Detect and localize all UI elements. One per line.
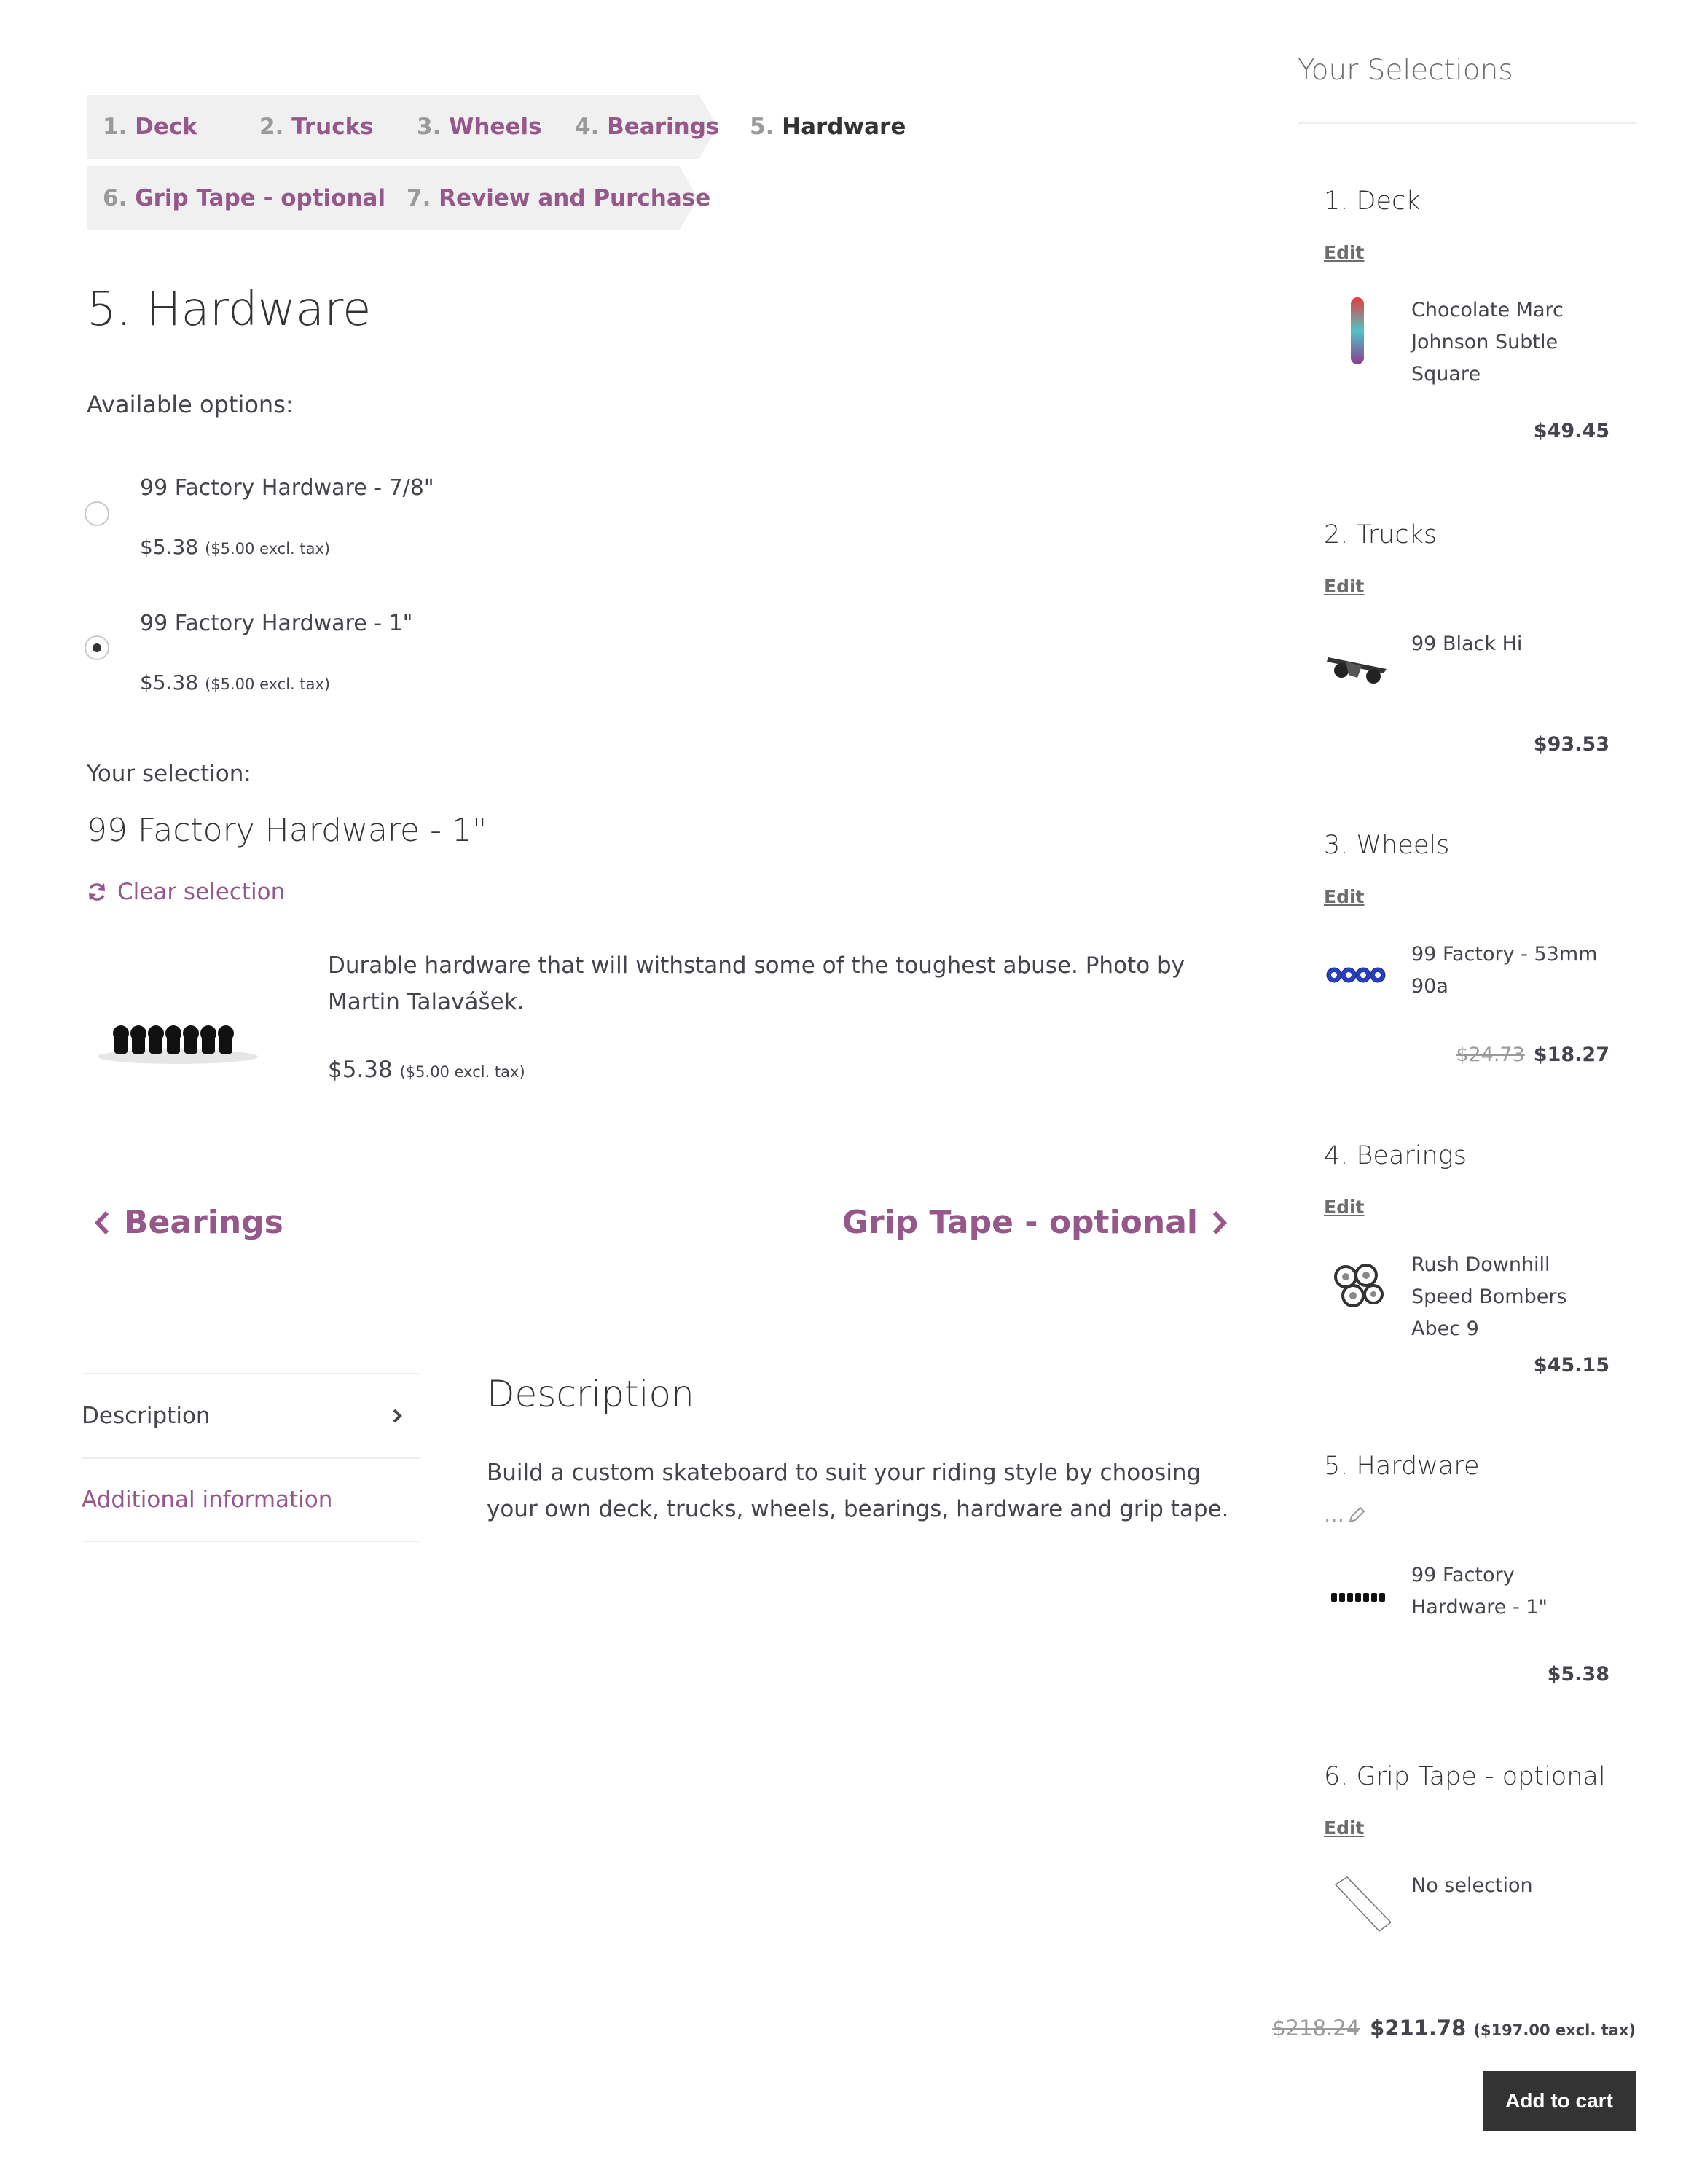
price-value: $5.38: [140, 670, 199, 694]
step-label: Trucks: [291, 114, 374, 140]
step-trucks[interactable]: [208, 95, 385, 159]
deck-thumbnail: [1324, 294, 1391, 367]
edit-link[interactable]: Edit: [1324, 886, 1365, 907]
step-number: 3.: [417, 114, 442, 140]
price-value: $93.53: [1533, 733, 1609, 756]
step-number: 6.: [103, 185, 128, 211]
loading-ellipsis: [1324, 1503, 1366, 1527]
hardware-thumbnail: [1324, 1559, 1391, 1632]
prev-step-link[interactable]: [93, 1204, 283, 1241]
selection-heading: 4. Bearings: [1324, 1141, 1467, 1170]
step-navigation: [87, 95, 1223, 238]
step-row-1: [87, 95, 1223, 159]
price-value: $5.38: [140, 535, 199, 559]
selection-heading: 5. Hardware: [1324, 1452, 1480, 1481]
step-number: 1.: [103, 114, 128, 140]
bearings-thumbnail: [1324, 1249, 1391, 1322]
old-price: $24.73: [1456, 1044, 1525, 1066]
selection-name: 99 Black Hi: [1411, 633, 1523, 655]
tab-label: Description: [82, 1403, 211, 1429]
total-old-price: $218.24: [1272, 2016, 1360, 2040]
step-deck[interactable]: [87, 95, 227, 159]
hardware-product-image: [87, 947, 269, 1130]
selection-name: Rush Downhill Speed Bombers Abec 9: [1411, 1253, 1567, 1340]
radio-button[interactable]: [85, 635, 109, 660]
edit-link[interactable]: Edit: [1324, 1197, 1365, 1218]
grip-tape-placeholder-icon: [1324, 1870, 1391, 1943]
step-number: 4.: [575, 114, 600, 140]
description-title: Description: [487, 1373, 694, 1415]
prev-step-label: Bearings: [124, 1204, 283, 1241]
chevron-left-icon: [93, 1210, 111, 1236]
price-value: $45.15: [1533, 1354, 1609, 1377]
step-label: Review and Purchase: [439, 185, 711, 211]
price-value: $18.27: [1533, 1044, 1609, 1066]
selection-price: [1534, 420, 1609, 442]
your-selection-value: 99 Factory Hardware - 1": [87, 812, 487, 849]
option-title: 99 Factory Hardware - 7/8": [140, 475, 434, 501]
product-price: [328, 1057, 525, 1083]
clear-selection-link[interactable]: [87, 879, 285, 905]
step-bearings[interactable]: [524, 95, 718, 159]
product-description: Durable hardware that will withstand some of the toughest abuse. Photo by Martin Talavášek.: [328, 952, 1185, 1015]
step-hardware[interactable]: [699, 95, 906, 159]
step-review[interactable]: [356, 166, 711, 230]
clear-selection-label: Clear selection: [117, 879, 286, 905]
edit-link[interactable]: Edit: [1324, 576, 1365, 597]
step-label: Bearings: [607, 114, 720, 140]
refresh-icon: [87, 882, 107, 902]
step-number: 7.: [407, 185, 431, 211]
next-step-label: Grip Tape - optional: [842, 1204, 1198, 1241]
selection-price: [1456, 1044, 1609, 1066]
page-title: 5. Hardware: [87, 283, 372, 337]
price-value: $5.38: [1547, 1663, 1609, 1686]
step-number: 5.: [750, 114, 774, 140]
selection-name: 99 Factory - 53mm 90a: [1411, 943, 1598, 998]
price-tax: ($5.00 excl. tax): [205, 676, 331, 693]
edit-link[interactable]: Edit: [1324, 1817, 1365, 1839]
total-price: [1272, 2016, 1636, 2040]
step-label: Wheels: [449, 114, 542, 140]
description-text: Build a custom skateboard to suit your riding style by choosing your own deck, trucks, wheels, bearings, hardware and grip tape.: [487, 1460, 1229, 1522]
selection-heading: 3. Wheels: [1324, 831, 1450, 860]
step-row-2: [87, 166, 1223, 230]
price-tax: ($5.00 excl. tax): [399, 1063, 525, 1081]
selection-price: [1534, 733, 1609, 756]
chevron-right-icon: [392, 1408, 402, 1424]
trucks-thumbnail: [1324, 628, 1391, 701]
radio-button[interactable]: [85, 501, 109, 526]
step-number: 2.: [259, 114, 284, 140]
total-value: $211.78: [1370, 2016, 1467, 2040]
tab-description[interactable]: [82, 1373, 420, 1457]
your-selection-label: Your selection:: [87, 761, 251, 787]
next-step-link[interactable]: [842, 1204, 1228, 1241]
sidebar-divider: [1298, 122, 1636, 124]
total-tax: ($197.00 excl. tax): [1473, 2021, 1636, 2039]
step-label: Deck: [135, 114, 197, 140]
step-label: Hardware: [782, 114, 906, 140]
edit-link[interactable]: Edit: [1324, 242, 1365, 263]
selection-price: [1548, 1663, 1609, 1686]
ellipsis-text: …: [1324, 1503, 1344, 1527]
wheels-thumbnail: [1324, 939, 1391, 1011]
option-price: [140, 535, 330, 559]
selection-heading: 2. Trucks: [1324, 520, 1438, 549]
option-title: 99 Factory Hardware - 1": [140, 611, 413, 636]
tab-label: Additional information: [82, 1487, 333, 1513]
selection-heading: 6. Grip Tape - optional: [1324, 1762, 1606, 1791]
selection-name: No selection: [1411, 1874, 1533, 1897]
selection-price: [1534, 1354, 1609, 1377]
price-tax: ($5.00 excl. tax): [205, 540, 331, 557]
chevron-right-icon: [1211, 1210, 1228, 1236]
selection-heading: 1. Deck: [1324, 187, 1421, 216]
tab-additional-information[interactable]: [82, 1457, 420, 1542]
option-price: [140, 670, 330, 694]
selection-name: 99 Factory Hardware - 1": [1411, 1564, 1548, 1619]
step-grip-tape[interactable]: [87, 166, 386, 230]
available-options-label: Available options:: [87, 391, 294, 418]
price-value: $49.45: [1533, 420, 1609, 442]
add-to-cart-button[interactable]: Add to cart: [1483, 2071, 1636, 2131]
product-tabs: [82, 1373, 420, 1542]
selection-name: Chocolate Marc Johnson Subtle Square: [1411, 299, 1564, 385]
price-value: $5.38: [328, 1057, 393, 1083]
step-wheels[interactable]: [366, 95, 543, 159]
sidebar-title: Your Selections: [1298, 54, 1513, 87]
pencil-icon: [1347, 1506, 1366, 1525]
step-label: Grip Tape - optional: [135, 185, 386, 211]
